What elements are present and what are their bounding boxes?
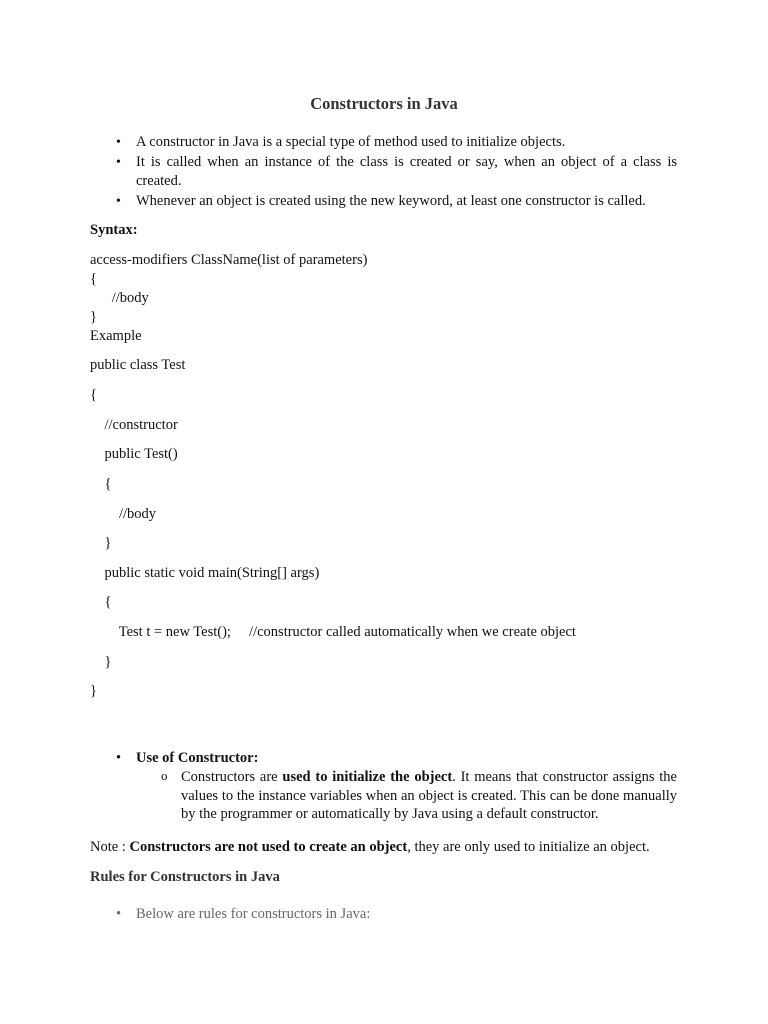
use-of-constructor-text: [161, 768, 677, 824]
code-line-8: public static void main(String[] args): [90, 565, 320, 581]
rules-item-1: • Below are rules for constructors in Java:: [116, 905, 370, 924]
intro-bullet-3: • Whenever an object is created using the new keyword, at least one constructor is called.: [116, 192, 677, 212]
code-line-12: }: [90, 683, 97, 699]
note-suffix: , they are only used to initialize an object.: [407, 839, 650, 855]
code-line-11: }: [90, 654, 112, 670]
note-prefix: Note :: [90, 839, 130, 855]
code-line-5: {: [90, 476, 112, 492]
syntax-heading: Syntax:: [90, 222, 138, 238]
code-line-1: public class Test: [90, 357, 186, 373]
use-text-after: . It means that constructor assigns the values to the instance variables when an object is created. This can be done manually by the programmer or automatically by Java using a default constructor.: [181, 769, 677, 822]
use-of-constructor-section: [116, 749, 677, 824]
code-line-9: {: [90, 594, 112, 610]
syntax-line-3: //body: [90, 290, 149, 306]
syntax-line-1: access-modifiers ClassName(list of parameters): [90, 252, 368, 268]
code-line-2: {: [90, 387, 97, 403]
syntax-line-2: {: [90, 271, 97, 287]
code-line-3: //constructor: [90, 417, 178, 433]
syntax-line-4: }: [90, 309, 97, 325]
intro-bullet-1: • A constructor in Java is a special type of method used to initialize objects.: [116, 133, 677, 153]
code-line-10: Test t = new Test(); //constructor called automatically when we create object: [90, 624, 576, 640]
note-paragraph: [90, 838, 650, 857]
intro-bullet-list: [116, 133, 677, 211]
use-of-constructor-heading: • Use of Constructor:: [116, 749, 677, 768]
intro-bullet-2: • It is called when an instance of the class is created or say, when an object of a class is created.: [116, 153, 677, 192]
use-text-bold: used to initialize the object: [282, 769, 453, 785]
page-title: Constructors in Java: [310, 94, 458, 113]
code-line-7: }: [90, 535, 112, 551]
use-text-before: Constructors are: [181, 769, 283, 785]
note-bold: Constructors are not used to create an object: [129, 839, 408, 855]
rules-heading: Rules for Constructors in Java: [90, 869, 280, 885]
code-line-4: public Test(): [90, 446, 178, 462]
example-heading: Example: [90, 328, 142, 344]
code-line-6: //body: [90, 506, 157, 522]
